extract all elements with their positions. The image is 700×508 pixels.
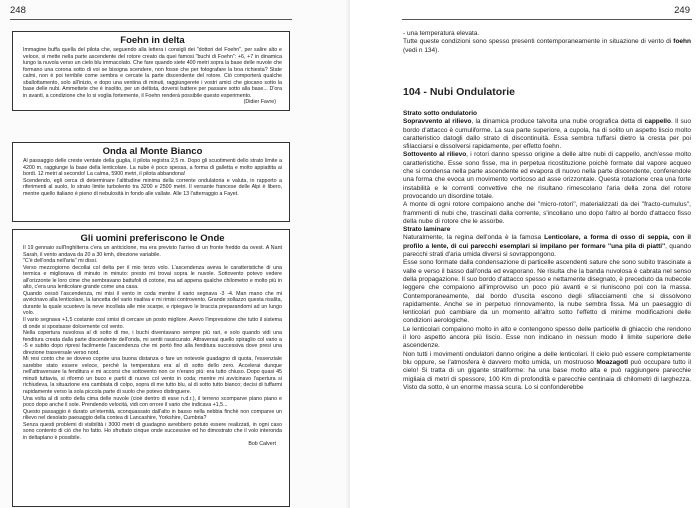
box-paragraph: Immagine buffa quella del pilota che, seguendo alla lettera i consigli dei "dottori del Foehn", per salire alto e veloce, si mette nella parte ascendente del rotore creato da quei famosi "buchi di Foehn": +6, +7 in dinamica lungo la nuvola verso un cielo blu immacolato. Che fare quando siete 400 metri sopra la base delle nuvole che formano una corona sotto di voi se bisogna scendere, non fosse che per fotografare la boa richiesta? State calmi, non è poi terribile come sembra e cercate la parte discendente del rotore. Ciò comporterà qualche sballottamento, solo all'inizio, e dopo una ventina di minuti, raggiungerete i vostri amici che giocano sotto la base delle nubi. Ammettete che è insolito, per un deltista, doversi battere per passare sotto alla base... D'ora in avanti, a condizione che lo si voglia fortemente, il Foehn renderà possibile questo esperimento. bbox=[23, 47, 282, 99]
intro-line-2 bbox=[403, 38, 691, 55]
section-body bbox=[403, 110, 691, 392]
bold-term: Moazagotl bbox=[596, 358, 629, 366]
body-paragraph bbox=[403, 234, 691, 259]
text-span: può occupare tutto il cielo! Si tratta di un gigante stratiforme: ha una base molto alta e può raggiungere parecchie migliaia di metri di spessore, 100 Km di profondità e parecchie centinaia di chilometri di larghezza. Visto da sotto, è un enorme massa scura. Lo si confonderebbe bbox=[403, 358, 691, 391]
intro-text bbox=[403, 30, 691, 55]
box-signature: Bob Calvert bbox=[248, 441, 276, 448]
box-title: Foehn in delta bbox=[120, 35, 185, 46]
text-span: Naturalmente, la regina dell'onda è la famosa bbox=[403, 234, 545, 242]
page-number-left: 248 bbox=[10, 5, 26, 16]
box-paragraph: Verso mezzogiorno decollai col delta per il mio terzo volo. L'ascendenza aveva le caratteristiche di una termica e migliorava di minuto in minuto: presto mi trovai sopra le nuvole. Sottovento potevo vedere all'orizzonte le loro cime che sembravano battufoli di cotone, ma ad appena qualche chilometro e molto più in alto, c'era una lenticolare grande come una casa. bbox=[23, 264, 282, 291]
bold-term: cappello bbox=[644, 118, 671, 126]
bold-term: foehn bbox=[673, 38, 691, 46]
text-span: , i rotori danno spesso origine a delle altre nubi di cappello, anch'esse molto caratteristiche. Esse sono fisse, ma in perpetua ricostituzione poichè formate dal vapore acqueo che si condensa nella parte ascendente ed evapora di nuovo nella parte discendente, conferendole una forma che evoca un movimento vorticoso ad asse orizzontale. Questa rotazione crea una forte instabilità e le correnti convettive che ne risultano rimescolano l'aria della zona del rotore provocando un disordine totale. bbox=[403, 151, 691, 200]
box-signature: (Didier Favre) bbox=[243, 99, 276, 106]
sidebar-box-onda-monte-bianco bbox=[12, 142, 290, 222]
text-span: , quando parecchi strati d'aria umida diversi si sovrappongono. bbox=[403, 242, 691, 259]
body-paragraph bbox=[403, 351, 691, 392]
text-span: Tutte queste condizioni sono spesso presenti contemporaneamente in situazione di vento di bbox=[403, 38, 674, 46]
body-paragraph bbox=[403, 118, 691, 151]
body-paragraph: Esse sono formate dalla condensazione di particelle ascendenti sature che sono subito trascinate a valle e verso il basso dall'onda ed evaporano. Ne risulta che la banda nuvolosa è cabrata nel senso della propagazione. Il suo bordo d'attacco spesso e nettamente disegnato, è preceduto da nubecole leggere che compaiono all'improvviso un poco più avanti e si riuniscono poi con la massa. Contemporaneamente, dal bordo d'uscita escono degli sfilacciamenti che si dissolvono rapidamente. Anche se in perpetuo rinnovamento, la nube sembra fissa. Ma un paesaggio di lenticolari può cambiare da un momento all'altro sotto l'effetto di minime modificazioni delle condizioni aerologiche. bbox=[403, 259, 691, 325]
text-span: Non tutti i movimenti ondulatori danno origine a delle lenticolari. Il cielo può essere completamente blu oppure, se l'atmosfera è davvero molto umida, un mostruoso bbox=[403, 350, 691, 366]
box-paragraph: Questo passaggio è durato un'eternità, sconquassato dall'alto in basso nella nebbia finchè non comparve un rilievo nel desolato paesaggio della contea di Lancashire, Yorkshire, Cumbria? bbox=[23, 408, 282, 422]
box-paragraph: "C'è dell'onda nell'aria" mi dissi. bbox=[23, 258, 98, 265]
bold-term: Sopravvento al rilievo bbox=[403, 118, 472, 126]
text-span: , la dinamica produce talvolta una nube orografica detta di bbox=[471, 118, 645, 126]
box-paragraph: Il 19 gennaio sull'Inghilterra c'era un anticiclone, ma era previsto l'arrivo di un fronte freddo da ovest. A Nant Sarah, il vento andava da 20 a 30 kmh, direzione variabile. bbox=[23, 245, 282, 258]
box-paragraph: Nella copertura nuvolosa al di sotto di me, i buchi diventavano sempre più rari, e solo quando vidi una fenditura creata dalla parte discendente dell'onda, mi sentii rassicurato. Attraversai quello spiraglio col vario a -5 e subito dopo ripresi facilmente l'ascendenza che mi portò fino alla fenditura successiva dove presi una direzione trasversale verso nord. bbox=[23, 330, 282, 356]
box-paragraph: Senza questi problemi di visibilità i 3000 metri di guadagno avrebbero potuto essere realizzati, in ogni caso sono contento di ciò che ho fatto. Ho sfruttato cinque onde successive ed ho dimostrato che il volo interonda in deltaplano è possibile. bbox=[23, 421, 282, 441]
header-rule-left bbox=[10, 19, 292, 20]
header-rule-right bbox=[402, 19, 692, 20]
box-paragraph: Scendendo, egli cerca di determinare l'altitudine minima della corrente ondulatoria e valuta, in rapporto a riferimenti al suolo, lo strato limite turbolento tra 3200 e 2500 metri. Il versante francese delle Alpi è libero, mentre quello italiano è pieno di nebulosità in fondo alle vallate. Alle 13 l'atterraggio a Fayet. bbox=[23, 177, 282, 197]
box-paragraph: Il vario segnava +1,5 costante così smisi di cercare un posto migliore. Avevo l'impressione che tutto il sistema di onde si spostasse dolcemente col vento. bbox=[23, 317, 282, 330]
heading-text: Strato laminare bbox=[403, 226, 451, 234]
heading-text: Strato sotto ondulatorio bbox=[403, 110, 478, 117]
subsection-heading bbox=[403, 226, 691, 234]
box-paragraph: Una volta al di sotto della cima delle nuvole (cioè dentro di esse n.d.r.), il terreno scomparve piano piano e poco dopo anche il sole. Prendendo velocità, vidi con orrore il vario che indicava +1,5... bbox=[23, 395, 282, 409]
box-paragraph: Quando cessò l'ascendenza, mi misi il vento in coda mentre il vario segnava -3 -4. Man mano che mi avvicinavo alla lenticolare, la lancetta del vario risaliva e mi rimisi controvento. Grande sollazzo questa risalita, durante la quale scuotevo la neve incollata alle mie scarpe, e ripiegavo le braccia preparandomi ad un lungo volo. bbox=[23, 290, 282, 317]
sidebar-box-foehn-in-delta bbox=[12, 31, 290, 111]
body-paragraph bbox=[403, 151, 691, 201]
box-paragraph: Mi resi conto che se dovevo coprire una buona distanza o fare un notevole guadagno di quota, l'essenziale sarebbe stato essere veloce, perchè la temperatura era al di sotto dello zero. Accelerai dunque nell'attraversare la fenditura e mi accorsi che sottovento non ce n'erano più: era tutto chiuso. Dopo quasi 45 minuti tuttavia, si riformò un buco e partii di nuovo col vento in coda; mentre mi avvicinavo l'apertura si richiudeva, la situazione era cambiata di colpo, sopra di me tutto blu, al di sotto tutto bianco; decisi di tuffarmi rapidamente verso la sola piccola parte di suolo che potevo distinguere. bbox=[23, 356, 282, 396]
text-span: (vedi n 134). bbox=[403, 46, 440, 54]
bold-term: Sottovento al rilievo bbox=[403, 151, 467, 159]
box-title: Gli uomini preferiscono le Onde bbox=[80, 233, 225, 244]
body-paragraph: Le lenticolari compaiono molto in alto e contengono spesso delle particelle di ghiaccio che rendono il loro aspetto ancora più liscio. Esse non indicano in nessun modo il limite superiore delle ascendenze. bbox=[403, 325, 691, 350]
body-paragraph: A monte di ogni rotore compaiono anche dei ''micro-rotori'', materializzati da dei ''fracto-cumulus'', frammenti di nubi che, trascinati dalla corrente, s'incollano uno dopo l'altro al bordo d'attacco fisso della nube di rotore che le assorbe. bbox=[403, 201, 691, 225]
right-page bbox=[350, 0, 700, 508]
section-title: 104 - Nubi Ondulatorie bbox=[403, 86, 516, 98]
bold-term: Lenticolare, a forma di osso di seppia, con il profilo a lente, di cui parecchi esemplari si impilano per formare ''una pila di piatti'' bbox=[403, 234, 691, 250]
subsection-heading bbox=[403, 110, 691, 118]
box-paragraph: Al passaggio delle creste ventate della guglia, il pilota registra 2,5 m. Dopo gli scuotimenti dello strato limite a 4200 m, raggiunge la base della lenticolare. La nube è poco spessa, a forma di galletta e molto appiattita ai bordi. 12 metri al secondo! La calma, 5900 metri, il pilota abbandona! bbox=[23, 158, 282, 178]
box-title: Onda al Monte Bianco bbox=[102, 146, 203, 157]
text-span: . Il suo bordo d'attacco è cumuliforme. La sua parte superiore, a cupola, ha di solito un aspetto liscio molto caratteristico datogli dallo strato di discontinuità. Essa sembra tuffarsi dietro la cresta per poi sfilacciarsi e dissolversi rapidamente, per effetto foehn. bbox=[403, 118, 691, 151]
sidebar-box-uomini-onde bbox=[12, 229, 290, 507]
intro-line-1: - una temperatura elevata. bbox=[403, 30, 480, 37]
page-number-right: 249 bbox=[674, 5, 690, 16]
